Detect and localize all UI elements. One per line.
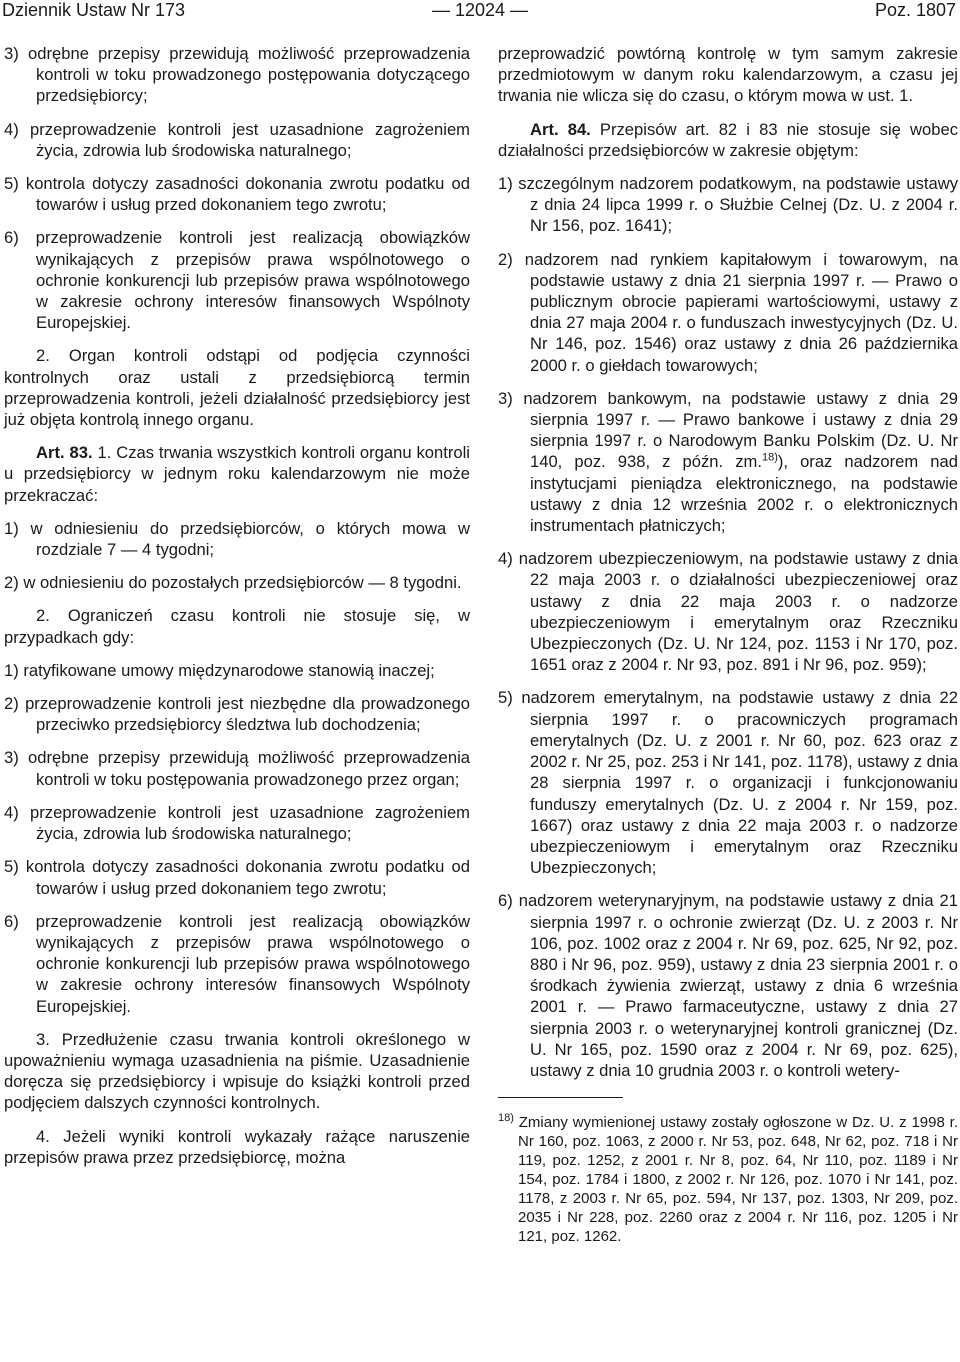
list-item: 6) nadzorem weterynaryjnym, na podstawie ustawy z dnia 21 sierpnia 1997 r. o ochronie zwierząt (Dz. U. z 2003 r. Nr 106, poz. 1002 oraz z 2004 r. Nr 69, poz. 625, Nr 92, poz. 880 i Nr 96, poz. 959), ustawy z dnia 23 sierpnia 2001 r. o środkach żywienia zwierząt, ustawy z dnia 6 września 2001 r. — Prawo farmaceutyczne, ustawy z dnia 27 sierpnia 2003 r. o weterynaryjnej kontroli granicznej (Dz. U. Nr 165, poz. 1590 oraz z 2004 r. Nr 69, poz. 625), ustawy z dnia 10 grudnia 2003 r. o kontroli wetery- — [498, 891, 958, 1080]
journal-title: Dziennik Ustaw Nr 173 — [2, 0, 186, 20]
item-text: 3) nadzorem bankowym, na podstawie ustawy z dnia 29 sierpnia 1997 r. — Prawo bankowe i ustawy z dnia 29 sierpnia 1997 r. o Narodowym Banku Polskim (Dz. U. Nr 140, poz. 938, z późn. zm. — [498, 388, 958, 472]
page-number: — 12024 — — [431, 0, 529, 20]
list-item: 2) przeprowadzenie kontroli jest niezbędne dla prowadzonego przeciwko przedsiębiorcy śledztwa lub dochodzenia; — [4, 694, 470, 735]
paragraph: 2. Ograniczeń czasu kontroli nie stosuje się, w przypadkach gdy: — [4, 606, 470, 647]
position-number: Poz. 1807 — [874, 0, 956, 20]
list-item: 1) ratyfikowane umowy międzynarodowe stanowią inaczej; — [4, 660, 435, 680]
paragraph: 4. Jeżeli wyniki kontroli wykazały rażące naruszenie przepisów prawa przez przedsiębiorcę, można — [4, 1126, 470, 1167]
list-item: 3) odrębne przepisy przewidują możliwość przeprowadzenia kontroli w toku postępowania prowadzonego przez organ; — [4, 748, 470, 789]
article-84 — [498, 119, 958, 161]
article-83 — [4, 442, 470, 506]
page-header — [0, 0, 960, 26]
paragraph: przeprowadzić powtórną kontrolę w tym samym zakresie przedmiotowym w danym roku kalendarzowym, a czasu jej trwania nie wlicza się do czasu, o którym mowa w ust. 1. — [498, 44, 958, 106]
list-item: 6) przeprowadzenie kontroli jest realizacją obowiązków wynikających z przepisów prawa wspólnotowego o ochronie konkurencji lub przepisów prawa wspólnotowego w zakresie ochrony interesów finansowych Wspólnoty Europejskiej. — [4, 911, 470, 1016]
list-item: 5) kontrola dotyczy zasadności dokonania zwrotu podatku od towarów i usług przed dokonaniem tego zwrotu; — [4, 857, 470, 898]
article-text: Przepisów art. 82 i 83 nie stosuje się wobec działalności przedsiębiorców w zakresie objętym: — [498, 119, 958, 160]
footnote-text: Zmiany wymienionej ustawy zostały ogłoszone w Dz. U. z 1998 r. Nr 160, poz. 1063, z 2000 r. Nr 53, poz. 648, Nr 62, poz. 718 i Nr 119, poz. 1252, z 2001 r. Nr 8, poz. 64, Nr 110, poz. 1189 i Nr 154, poz. 1784 i 1800, z 2002 r. Nr 126, poz. 1070 i Nr 141, poz. 1178, z 2003 r. Nr 65, poz. 594, Nr 137, poz. 1303, Nr 209, poz. 2035 i Nr 228, poz. 2260 oraz z 2004 r. Nr 116, poz. 1205 i Nr 121, poz. 1262. — [513, 1114, 958, 1246]
footnote-divider — [498, 1097, 623, 1098]
footnote — [498, 1113, 958, 1246]
list-item: 4) nadzorem ubezpieczeniowym, na podstawie ustawy z dnia 22 maja 2003 r. o działalności ubezpieczeniowej oraz ustawy z dnia 22 maja 2003 r. o nadzorze ubezpieczeniowym i emerytalnym oraz Rzeczniku Ubezpieczonych (Dz. U. Nr 124, poz. 1153 i Nr 170, poz. 1651 oraz z 2004 r. Nr 93, poz. 891 i Nr 96, poz. 959); — [498, 549, 958, 675]
list-item: 6) przeprowadzenie kontroli jest realizacją obowiązków wynikających z przepisów prawa wspólnotowego o ochronie konkurencji lub przepisów prawa wspólnotowego w zakresie ochrony interesów finansowych Wspólnoty Europejskiej. — [4, 228, 470, 333]
paragraph: 2. Organ kontroli odstąpi od podjęcia czynności kontrolnych oraz ustali z przedsiębiorcą termin przeprowadzenia kontroli, jeżeli działalność przedsiębiorcy jest już objęta kontrolą innego organu. — [4, 346, 470, 430]
right-column — [498, 43, 958, 1261]
list-item: 1) szczególnym nadzorem podatkowym, na podstawie ustawy z dnia 24 lipca 1999 r. o Służbie Celnej (Dz. U. z 2004 r. Nr 156, poz. 1641); — [498, 174, 958, 236]
list-item: 4) przeprowadzenie kontroli jest uzasadnione zagrożeniem życia, zdrowia lub środowiska naturalnego; — [4, 119, 470, 160]
list-item: 1) w odniesieniu do przedsiębiorców, o których mowa w rozdziale 7 — 4 tygodni; — [4, 518, 470, 560]
list-item: 5) kontrola dotyczy zasadności dokonania zwrotu podatku od towarów i usług przed dokonaniem tego zwrotu; — [4, 174, 470, 215]
list-item — [498, 388, 958, 536]
list-item: 3) odrębne przepisy przewidują możliwość przeprowadzenia kontroli w toku prowadzonego postępowania dotyczącego przedsiębiorcy; — [4, 44, 470, 106]
list-item: 2) nadzorem nad rynkiem kapitałowym i towarowym, na podstawie ustawy z dnia 21 sierpnia 1997 r. — Prawo o publicznym obrocie papierami wartościowymi, ustawy z dnia 27 maja 2004 r. o funduszach inwestycyjnych (Dz. U. Nr 146, poz. 1546) oraz ustawy z dnia 26 października 2000 r. o giełdach towarowych; — [498, 249, 958, 375]
footnote-mark: 18) — [498, 1112, 514, 1125]
footnote-reference[interactable]: 18) — [761, 451, 778, 464]
list-item: 4) przeprowadzenie kontroli jest uzasadnione zagrożeniem życia, zdrowia lub środowiska naturalnego; — [4, 802, 470, 844]
left-column — [4, 43, 470, 1180]
list-item: 2) w odniesieniu do pozostałych przedsiębiorców — 8 tygodni. — [4, 573, 462, 593]
article-text: 1. Czas trwania wszystkich kontroli organu kontroli u przedsiębiorcy w jednym roku kalendarzowym nie może przekraczać: — [4, 443, 470, 505]
item-text: ), oraz nadzorem nad instytucjami pieniądza elektronicznego, na podstawie ustawy z dnia 12 września 2002 r. o elektronicznych instrumentach płatniczych; — [530, 452, 958, 536]
paragraph: 3. Przedłużenie czasu trwania kontroli określonego w upoważnieniu wymaga uzasadnienia na piśmie. Uzasadnienie doręcza się przedsiębiorcy i wpisuje do książki kontroli przed podjęciem dalszych czynności kontrolnych. — [4, 1029, 470, 1113]
article-label: Art. 83. — [36, 443, 93, 463]
list-item: 5) nadzorem emerytalnym, na podstawie ustawy z dnia 22 sierpnia 1997 r. o pracowniczych programach emerytalnych (Dz. U. z 2001 r. Nr 60, poz. 623 oraz z 2002 r. Nr 25, poz. 253 i Nr 141, poz. 1178), ustawy z dnia 28 sierpnia 1997 r. o organizacji i funkcjonowaniu funduszy emerytalnych (Dz. U. z 2004 r. Nr 159, poz. 1667) oraz ustawy z dnia 22 maja 2003 r. o nadzorze ubezpieczeniowym i emerytalnym oraz Rzeczniku Ubezpieczonych; — [498, 688, 958, 878]
article-label: Art. 84. — [530, 119, 591, 139]
